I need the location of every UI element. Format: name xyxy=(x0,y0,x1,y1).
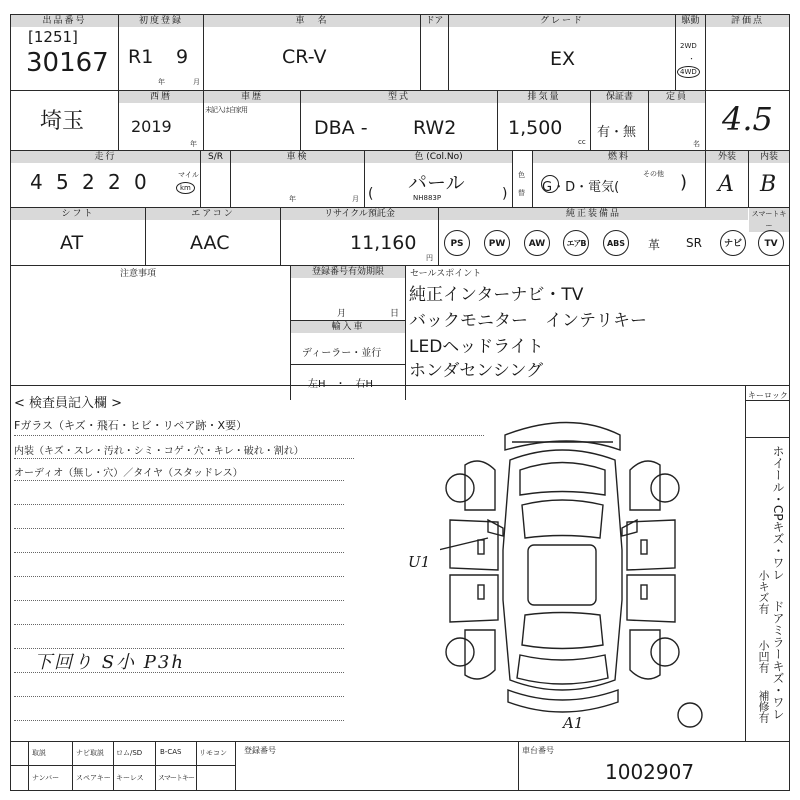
ac-header: エアコン xyxy=(146,208,280,220)
unit-km: km xyxy=(176,182,195,194)
inspector-line-1: Fガラス（キズ・飛石・ヒビ・リペア跡・X要） xyxy=(14,419,248,432)
steering: 左H ・ 右H xyxy=(308,379,374,390)
fuel-gas-mark xyxy=(541,175,559,193)
shift-header: シフト xyxy=(11,208,145,220)
color-change-2: 替 xyxy=(518,189,525,197)
equipment-header: 純正装備品 xyxy=(439,208,748,220)
score: 4.5 xyxy=(722,100,773,138)
unit-month-3: 月 xyxy=(352,195,359,203)
warranty: 有・無 xyxy=(597,125,637,140)
import-type: ディーラー・並行 xyxy=(302,348,382,359)
diagram-mark-a1: A1 xyxy=(563,714,584,732)
lot-code: [1251] xyxy=(28,28,78,46)
model-prefix: DBA - xyxy=(314,117,368,139)
year: 2019 xyxy=(131,117,172,136)
car-diagram xyxy=(440,410,730,730)
side-text-3: 小キズ有 xyxy=(757,570,770,614)
fuel-close: ) xyxy=(680,172,688,193)
inspector-line-3: オーディオ（無し・穴）／タイヤ（スタッドレス） xyxy=(14,468,243,479)
color-code: NH883P xyxy=(413,194,442,202)
equip-abs: ABS xyxy=(603,230,629,256)
drive-2wd: 2WD xyxy=(680,42,697,50)
unit-yen: 円 xyxy=(426,254,433,262)
grade-header: グレード xyxy=(449,15,675,27)
footer-item-remote: リモコン xyxy=(199,749,227,757)
equip-aw: AW xyxy=(524,230,550,256)
sell-points-header: セールスポイント xyxy=(410,269,482,279)
grade: EX xyxy=(550,48,576,70)
footer-item-manual: 取説 xyxy=(32,749,46,757)
displacement-header: 排気量 xyxy=(498,91,590,103)
fuel-other: その他 xyxy=(643,170,664,178)
chassis-header: 車台番号 xyxy=(522,746,554,755)
shift: AT xyxy=(60,232,84,254)
drive-header: 駆動 xyxy=(676,15,705,27)
side-text-5: 補修有 xyxy=(757,690,770,723)
color: パール xyxy=(408,172,465,194)
lot-header: 出品番号 xyxy=(11,15,118,27)
unit-month-1: 月 xyxy=(193,78,200,86)
inspection-header: 車検 xyxy=(231,151,364,163)
reg-number-header: 登録番号 xyxy=(244,746,276,755)
exterior-header: 外装 xyxy=(706,151,748,163)
color-header: 色 (Col.No) xyxy=(365,151,512,163)
equip-navi: ナビ xyxy=(720,230,746,256)
side-text-2: ドアミラーキズ・ワレ xyxy=(771,600,785,720)
color-change-1: 色 xyxy=(518,171,525,179)
handwritten-note: 下回り S小 P3h xyxy=(34,652,185,673)
diagram-mark-u1: U1 xyxy=(408,553,431,571)
footer-item-bcas: B-CAS xyxy=(160,748,182,756)
score-header: 評価点 xyxy=(706,15,789,27)
footer-item-keyless: キーレス xyxy=(116,774,144,782)
history-note: 未記入は自家用 xyxy=(205,106,247,114)
exterior-grade: A xyxy=(718,172,734,197)
fuel: G・D・電気( xyxy=(542,180,620,195)
car-name-header: 車 名 xyxy=(204,15,420,27)
unit-year-3: 年 xyxy=(289,195,296,203)
unit-cc: cc xyxy=(578,138,586,146)
side-text-1: ホイール・CPキズ・ワレ xyxy=(771,445,785,581)
warranty-header: 保証書 xyxy=(591,91,648,103)
ac: AAC xyxy=(190,232,230,254)
recycle-fee: 11,160 xyxy=(350,232,417,254)
mileage-digits: 4 5 2 2 0 xyxy=(30,170,147,194)
sr-header: S/R xyxy=(201,151,230,163)
first-reg-month: 9 xyxy=(176,46,189,68)
first-reg-header: 初度登録 xyxy=(119,15,203,27)
unit-person: 名 xyxy=(693,140,700,148)
chassis-number: 1002907 xyxy=(605,760,695,784)
fuel-header: 燃料 xyxy=(533,151,705,163)
mileage-header: 走行 xyxy=(11,151,200,163)
lot-number: 30167 xyxy=(26,48,109,78)
model-header: 型式 xyxy=(301,91,497,103)
unit-year-1: 年 xyxy=(158,78,165,86)
equip-pw: PW xyxy=(484,230,510,256)
inspector-title: < 検査員記入欄 > xyxy=(14,396,123,411)
import-header: 輸入車 xyxy=(291,321,405,333)
first-reg-era: R1 xyxy=(128,46,154,68)
side-text-4: 小凹有 xyxy=(757,640,770,673)
equip-sunroof: SR xyxy=(686,236,702,250)
footer-item-navi-manual: ナビ取説 xyxy=(76,749,104,757)
footer-item-spare-key: スペアキー xyxy=(76,774,111,782)
year-header: 西暦 xyxy=(119,91,203,103)
caution-header: 注意事項 xyxy=(120,269,157,279)
sell-point-4: ホンダセンシング xyxy=(409,361,544,381)
car-name: CR-V xyxy=(282,46,327,68)
model-code: RW2 xyxy=(413,117,457,139)
sell-point-3: LEDヘッドライト xyxy=(409,337,544,357)
equip-airbag: エアB xyxy=(563,230,589,256)
inspector-line-2: 内装（キズ・スレ・汚れ・シミ・コゲ・穴・キレ・破れ・割れ） xyxy=(14,446,304,457)
interior-header: 内装 xyxy=(749,151,789,163)
region: 埼玉 xyxy=(40,109,85,134)
sell-point-1: 純正インターナビ・TV xyxy=(409,285,584,305)
unit-mile: マイル xyxy=(178,171,199,179)
unit-day: 日 xyxy=(390,309,400,319)
footer-item-plate: ナンバー xyxy=(32,774,60,782)
reg-expiry-header: 登録番号有効期限 xyxy=(291,266,405,278)
equip-leather: 革 xyxy=(648,238,661,252)
capacity-header: 定員 xyxy=(649,91,705,103)
keyless-header: スマートキー xyxy=(749,208,789,232)
keylock-header: キーロック xyxy=(748,391,788,400)
history-header: 車歴 xyxy=(204,91,300,103)
footer-item-smart-key: スマートキー xyxy=(158,774,194,782)
displacement: 1,500 xyxy=(508,117,563,139)
interior-grade: B xyxy=(760,172,777,197)
equip-tv: TV xyxy=(758,230,784,256)
footer-item-rom: ロム/SD xyxy=(116,749,143,757)
equip-ps: PS xyxy=(444,230,470,256)
unit-month-4: 月 xyxy=(337,309,347,319)
door-header: ドア xyxy=(421,15,448,27)
drive-4wd: 4WD xyxy=(677,66,700,78)
unit-year-2: 年 xyxy=(190,140,197,148)
sell-point-2: バックモニター インテリキー xyxy=(409,311,647,331)
recycle-header: リサイクル預託金 xyxy=(281,208,438,220)
